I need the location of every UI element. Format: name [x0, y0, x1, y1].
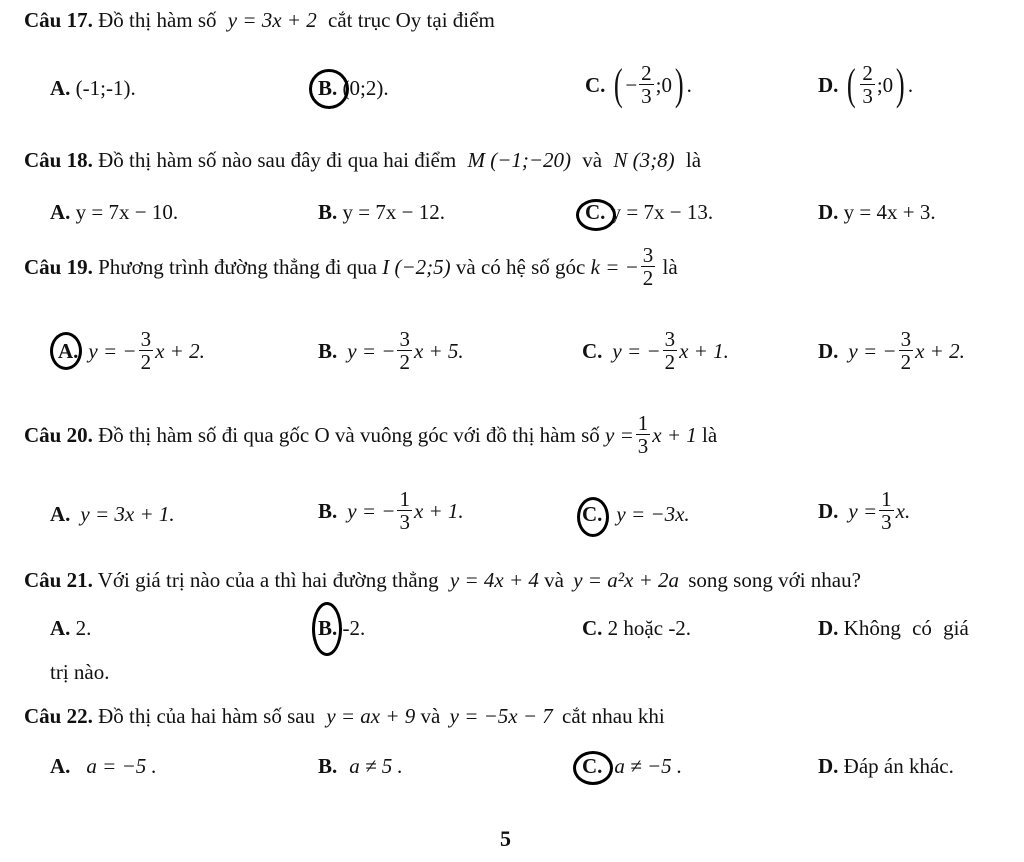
- option-a[interactable]: A. 2.: [50, 616, 92, 640]
- option-d[interactable]: D. Đáp án khác.: [818, 754, 954, 778]
- option-c[interactable]: C. 2 hoặc -2.: [582, 616, 692, 640]
- option-d[interactable]: D. y = $\frac{1}{3}$ x.: [818, 487, 911, 534]
- option-a[interactable]: A. a = −5 .: [50, 754, 157, 778]
- option-a[interactable]: A. y = 3x + 1.: [50, 502, 175, 526]
- option-c[interactable]: C. y = − $\frac{3}{2}$ x + 1.: [582, 327, 729, 374]
- question-tail: cắt trục Oy tại điểm: [328, 8, 495, 32]
- option-d[interactable]: D. Không có giá: [818, 616, 969, 640]
- answer-circle: [309, 69, 349, 109]
- option-b[interactable]: B. y = − $\frac{1}{3}$ x + 1.: [318, 487, 464, 534]
- option-b[interactable]: B. -2.: [318, 616, 366, 640]
- question-21: Câu 21. Với giá trị nào của a thì hai đường thẳng y = 4x + 4 và y = a²x + 2a song song với nhau?: [24, 568, 861, 592]
- answer-circle: [50, 332, 82, 370]
- question-text: Đồ thị hàm số: [98, 8, 217, 32]
- option-d[interactable]: D. y = 4x + 3.: [818, 200, 936, 224]
- option-b[interactable]: B. y = 7x − 12.: [318, 200, 445, 224]
- option-c[interactable]: C. ( − $\frac{2}{3}$ ;0 ) .: [585, 59, 692, 109]
- option-a[interactable]: A. y = 7x − 10.: [50, 200, 179, 224]
- answer-circle: [576, 199, 616, 231]
- question-22: Câu 22. Đồ thị của hai hàm số sau y = ax + 9 và y = −5x − 7 cắt nhau khi: [24, 704, 665, 728]
- option-d-continuation: trị nào.: [50, 660, 110, 684]
- option-c[interactable]: C. a ≠ −5 .: [582, 754, 683, 778]
- option-b[interactable]: B. (0;2).: [318, 76, 389, 100]
- question-label: Câu 18.: [24, 148, 93, 172]
- answer-circle: [573, 751, 613, 785]
- answer-circle: [312, 602, 342, 656]
- page-number: 5: [500, 826, 511, 851]
- option-b[interactable]: B. y = − $\frac{3}{2}$ x + 5.: [318, 327, 464, 374]
- equation: y = 3x + 2: [227, 8, 317, 32]
- question-18: Câu 18. Đồ thị hàm số nào sau đây đi qua hai điểm M (−1;−20) và N (3;8) là: [24, 148, 702, 172]
- question-label: Câu 17.: [24, 8, 93, 32]
- option-d[interactable]: D. y = − $\frac{3}{2}$ x + 2.: [818, 327, 965, 374]
- option-c[interactable]: C. y = −3x.: [582, 502, 690, 526]
- option-a[interactable]: A. (-1;-1).: [50, 76, 136, 100]
- answer-circle: [577, 497, 609, 537]
- option-b[interactable]: B. a ≠ 5 .: [318, 754, 403, 778]
- option-a[interactable]: A. y = − $\frac{3}{2}$ x + 2.: [58, 327, 205, 374]
- question-text: Đồ thị hàm số nào sau đây đi qua hai điểm: [98, 148, 457, 172]
- option-d[interactable]: D. ( $\frac{2}{3}$ ;0 ) .: [818, 59, 914, 109]
- option-c[interactable]: C. y = 7x − 13.: [585, 200, 714, 224]
- question-17: [24, 6, 495, 34]
- question-19: Câu 19. Phương trình đường thẳng đi qua I (−2;5) và có hệ số góc k = − $\frac{3}{2}$ là: [24, 243, 678, 290]
- question-20: Câu 20. Đồ thị hàm số đi qua gốc O và vuông góc với đồ thị hàm số y = $\frac{1}{3}$ x + 1 là: [24, 411, 718, 458]
